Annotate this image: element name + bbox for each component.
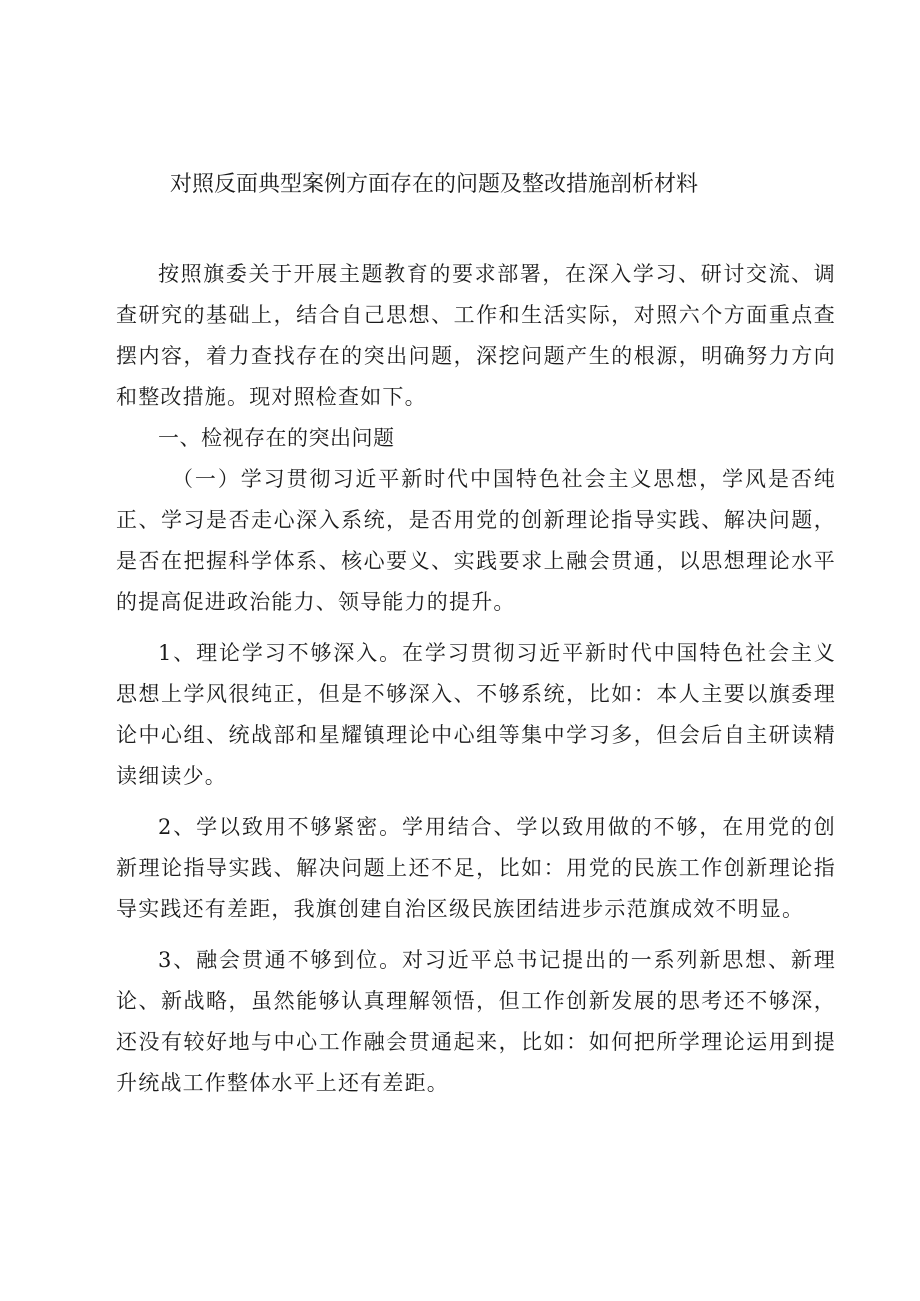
subsection-paragraph: （一）学习贯彻习近平新时代中国特色社会主义思想，学风是否纯正、学习是否走心深入系统，是否用党的创新理论指导实践、解决问题，是否在把握科学体系、核心要义、实践要求上融会贯通，以思想理论水平的提高促进政治能力、领导能力的提升。	[116, 467, 836, 614]
item-paragraph-1: 1、理论学习不够深入。在学习贯彻习近平新时代中国特色社会主义思想上学风很纯正，但是不够深入、不够系统，比如：本人主要以旗委理论中心组、统战部和星耀镇理论中心组等集中学习多，但会后自主研读精读细读少。	[116, 641, 836, 788]
item-paragraph-3: 3、融会贯通不够到位。对习近平总书记提出的一系列新思想、新理论、新战略，虽然能够认真理解领悟，但工作创新发展的思考还不够深，还没有较好地与中心工作融会贯通起来，比如：如何把所学理论运用到提升统战工作整体水平上还有差距。	[116, 948, 836, 1095]
document-body	[116, 254, 836, 1104]
item-paragraph-2: 2、学以致用不够紧密。学用结合、学以致用做的不够，在用党的创新理论指导实践、解决问题上还不足，比如：用党的民族工作创新理论指导实践还有差距，我旗创建自治区级民族团结进步示范旗成效不明显。	[116, 815, 836, 921]
intro-paragraph: 按照旗委关于开展主题教育的要求部署，在深入学习、研讨交流、调查研究的基础上，结合自己思想、工作和生活实际，对照六个方面重点查摆内容，着力查找存在的突出问题，深挖问题产生的根源，明确努力方向和整改措施。现对照检查如下。	[116, 262, 836, 409]
section-heading: 一、检视存在的突出问题	[158, 426, 395, 450]
document-title: 对照反面典型案例方面存在的问题及整改措施剖析材料	[170, 172, 699, 197]
